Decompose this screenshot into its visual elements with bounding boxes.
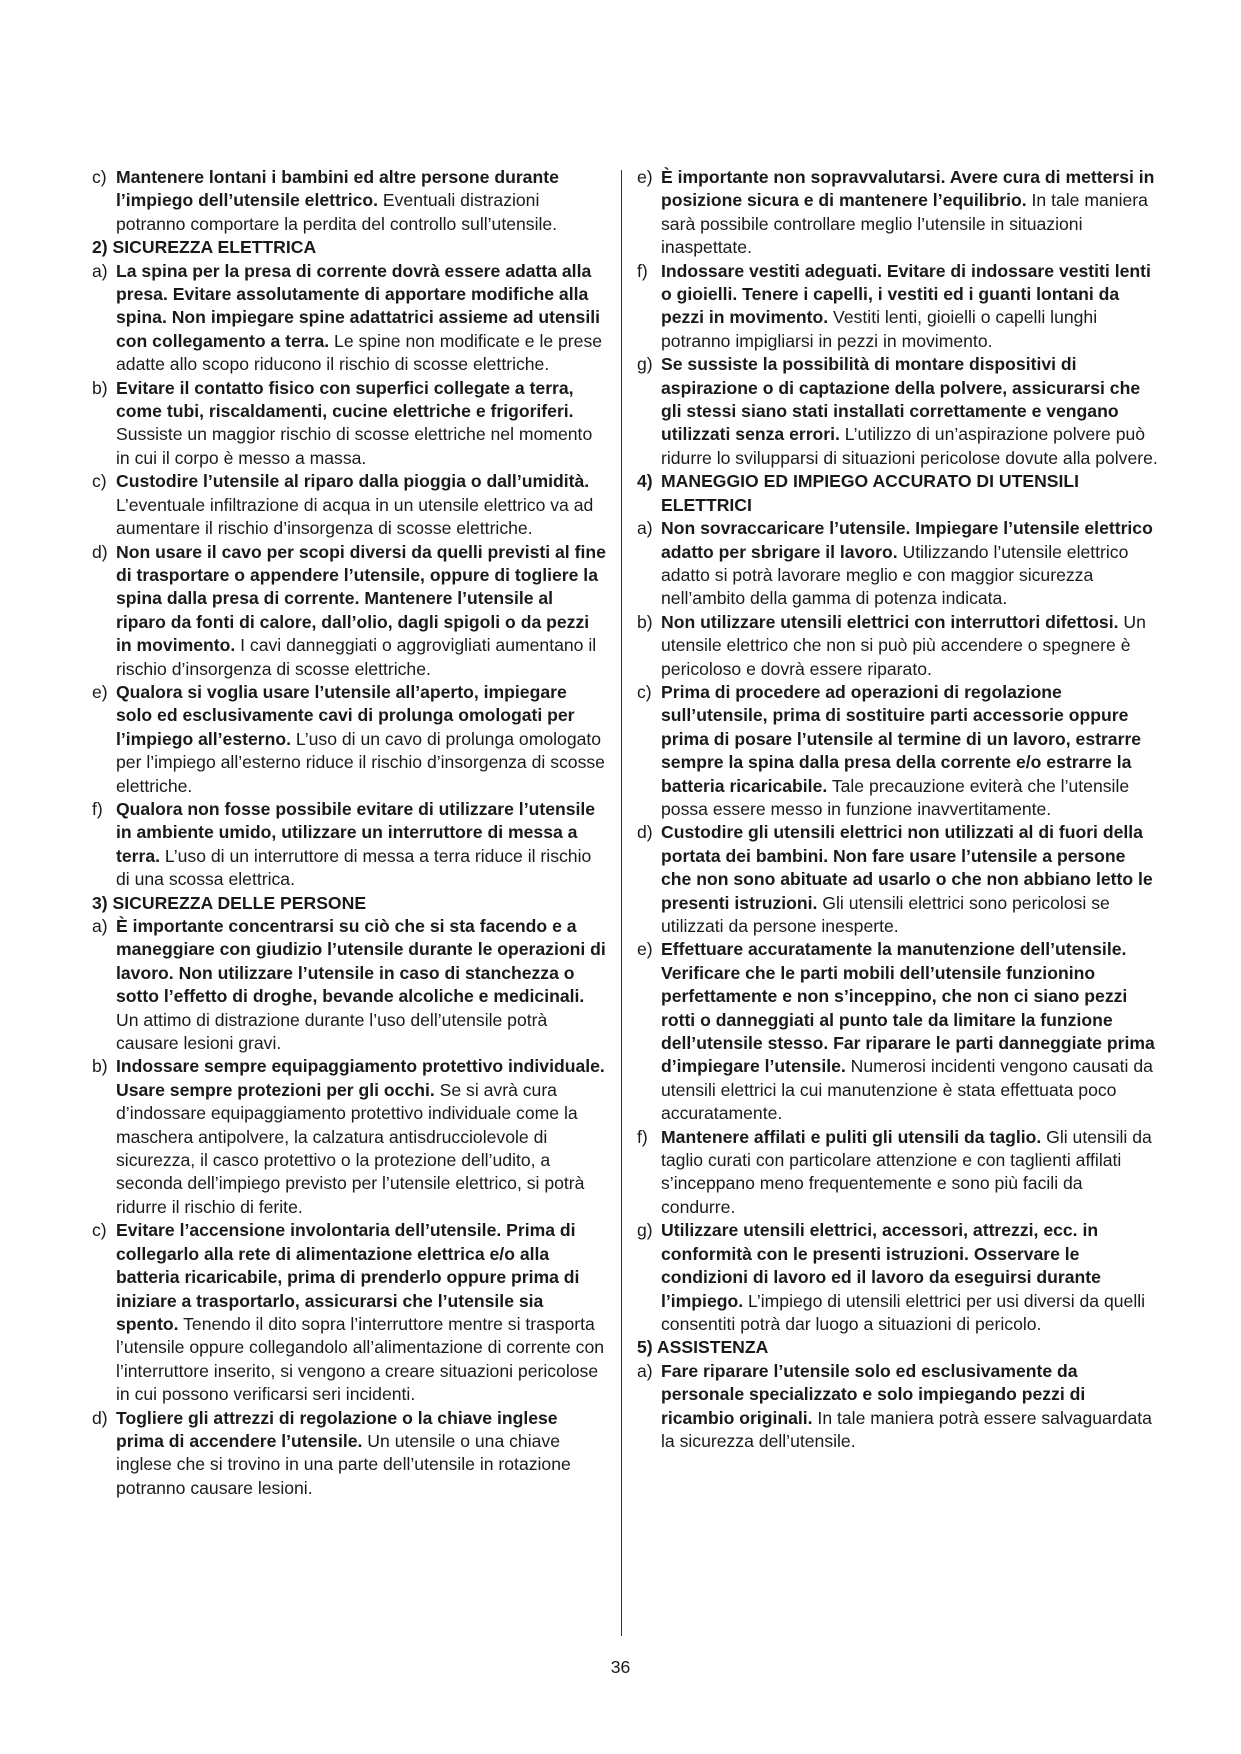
item-instruction: Non utilizzare utensili elettrici con interruttori difettosi. (661, 611, 1119, 632)
item-explanation: Un utensile o una chiave inglese che si trovino in una parte dell’utensile in rotazione potranno causare lesioni. (116, 1430, 571, 1498)
item-explanation: L’uso di un cavo di prolunga omologato per l’impiego all’esterno riduce il rischio d’insorgenza di scosse elettriche. (116, 728, 605, 796)
list-item (92, 681, 607, 798)
item-instruction: Prima di procedere ad operazioni di regolazione sull’utensile, prima di sostituire parti accessorie oppure prima di posare l’utensile al termine di un lavoro, estrarre sempre la spina dalla presa della corrente e/o estrarre la batteria ricaricabile. (661, 681, 1142, 796)
item-marker: c) (92, 471, 107, 492)
item-marker: d) (637, 822, 653, 843)
item-instruction: È importante non sopravvalutarsi. Avere cura di mettersi in posizione sicura e di mantenere l’equilibrio. (661, 167, 1155, 211)
page-number: 36 (610, 1657, 631, 1677)
item-explanation: Se si avrà cura d’indossare equipaggiamento protettivo individuale come la maschera antipolvere, la calzatura antisdrucciolevole di sicurezza, il casco protettivo o la protezione dell’udito, a seconda dell’impiego previsto per l’utensile elettrico, si potrà ridurre il rischio di ferite. (116, 1079, 585, 1217)
item-marker: f) (92, 798, 103, 819)
item-marker: f) (637, 1126, 648, 1147)
item-marker: c) (637, 681, 652, 702)
list-item (92, 377, 607, 471)
item-instruction: È importante concentrarsi su ciò che si sta facendo e a maneggiare con giudizio l’utensile durante le operazioni di lavoro. Non utilizzare l’utensile in caso di stanchezza o sotto l’effetto di droghe, bevande alcoliche e medicinali. (116, 916, 606, 1007)
section-heading (637, 470, 1159, 517)
item-instruction: Indossare vestiti adeguati. Evitare di indossare vestiti lenti o gioielli. Tenere i capelli, i vestiti ed i guanti lontani da pezzi in movimento. (661, 260, 1151, 328)
item-instruction: Custodire gli utensili elettrici non utilizzati al di fuori della portata dei bambini. Non fare usare l’utensile a persone che non sono abituate ad usarlo o che non abbiano letto le presenti istruzioni. (661, 822, 1153, 913)
section-number: 2) (92, 237, 108, 258)
item-explanation: Vestiti lenti, gioielli o capelli lunghi potranno impigliarsi in pezzi in movimento. (661, 307, 1098, 351)
list-item (637, 938, 1159, 1125)
item-marker: c) (92, 1220, 107, 1241)
item-marker: c) (92, 167, 107, 187)
left-column (92, 166, 607, 1500)
item-instruction: Qualora non fosse possibile evitare di utilizzare l’utensile in ambiente umido, utilizzare un interruttore di messa a terra. (116, 798, 596, 866)
item-explanation: In tale maniera sarà possibile controllare meglio l’utensile in situazioni inaspettate. (661, 190, 1148, 258)
list-item (92, 541, 607, 681)
item-instruction: La spina per la presa di corrente dovrà essere adatta alla presa. Evitare assolutamente di apportare modifiche alla spina. Non impiegare spine adattatrici assieme ad utensili con collegamento a terra. (116, 260, 600, 351)
list-item (637, 517, 1159, 611)
section-heading (637, 1336, 1159, 1359)
item-explanation: In tale maniera potrà essere salvaguardata la sicurezza dell’utensile. (661, 1407, 1152, 1451)
list-item (92, 798, 607, 892)
item-marker: f) (637, 260, 648, 281)
list-item (637, 353, 1159, 470)
item-marker: e) (637, 939, 653, 960)
item-marker: e) (637, 167, 653, 187)
item-explanation: Numerosi incidenti vengono causati da utensili elettrici la cui manutenzione è stata effettuata poco accuratamente. (661, 1056, 1153, 1124)
item-marker: b) (637, 611, 653, 632)
list-item (92, 915, 607, 1055)
item-explanation: L’uso di un interruttore di messa a terra riduce il rischio di una scossa elettrica. (116, 845, 592, 890)
item-instruction: Non sovraccaricare l’utensile. Impiegare l’utensile elettrico adatto per sbrigare il lavoro. (661, 518, 1153, 562)
item-marker: d) (92, 1407, 108, 1428)
item-explanation: L’utilizzo di un’aspirazione polvere può ridurre lo svilupparsi di situazioni pericolose dovute alla polvere. (661, 424, 1158, 468)
list-item (92, 260, 607, 377)
list-item (637, 611, 1159, 681)
column-divider (621, 170, 622, 1636)
list-item (92, 1407, 607, 1501)
item-explanation: Utilizzando l’utensile elettrico adatto si potrà lavorare meglio e con maggior sicurezza nell’ambito della gamma di potenza indicata. (661, 541, 1129, 609)
item-marker: a) (92, 916, 108, 936)
item-marker: b) (92, 1056, 108, 1077)
item-explanation: Gli utensili da taglio curati con particolare attenzione e con taglienti affilati s’inceppano meno frequentemente e sono più facili da condurre. (661, 1126, 1152, 1217)
list-item (92, 1219, 607, 1406)
item-explanation: Eventuali distrazioni potranno comportare la perdita del controllo sull’utensile. (116, 190, 558, 234)
item-instruction: Indossare sempre equipaggiamento protettivo individuale. Usare sempre protezioni per gli occhi. (116, 1056, 605, 1100)
section-title: SICUREZZA ELETTRICA (112, 237, 317, 258)
item-explanation: Un utensile elettrico che non si può più accendere o spegnere è pericoloso e dovrà essere riparato. (661, 611, 1146, 679)
item-marker: b) (92, 377, 108, 398)
item-instruction: Non usare il cavo per scopi diversi da quelli previsti al fine di trasportare o appendere l’utensile, oppure di togliere la spina dalla presa di corrente. Mantenere l’utensile al riparo da fonti di calore, dall’olio, dagli spigoli o da pezzi in movimento. (116, 541, 606, 656)
item-instruction: Se sussiste la possibilità di montare dispositivi di aspirazione o di captazione della polvere, assicurarsi che gli stessi siano stati installati correttamente e vengano utilizzati senza errori. (661, 354, 1141, 445)
list-item (637, 1126, 1159, 1220)
item-marker: a) (92, 260, 108, 281)
section-number: 4) (637, 471, 653, 492)
item-instruction: Fare riparare l’utensile solo ed esclusivamente da personale specializzato e solo impiegando pezzi di ricambio originali. (661, 1360, 1086, 1428)
item-explanation: Gli utensili elettrici sono pericolosi se utilizzati da persone inesperte. (661, 892, 1110, 936)
list-item (637, 166, 1159, 260)
item-instruction: Custodire l’utensile al riparo dalla pioggia o dall’umidità. (116, 471, 590, 492)
list-item (637, 1360, 1159, 1454)
item-instruction: Togliere gli attrezzi di regolazione o la chiave inglese prima di accendere l’utensile. (116, 1407, 558, 1451)
list-item (637, 1219, 1159, 1336)
item-instruction: Utilizzare utensili elettrici, accessori, attrezzi, ecc. in conformità con le presenti istruzioni. Osservare le condizioni di lavoro ed il lavoro da eseguirsi durante l’impiego. (661, 1220, 1101, 1311)
section-number: 3) (92, 892, 108, 913)
item-instruction: Evitare il contatto fisico con superfici collegate a terra, come tubi, riscaldamenti, cucine elettriche e frigoriferi. (116, 377, 574, 422)
list-item (637, 681, 1159, 821)
item-marker: a) (637, 1360, 653, 1381)
item-marker: d) (92, 541, 108, 562)
item-instruction: Mantenere affilati e puliti gli utensili da taglio. (661, 1126, 1042, 1147)
item-instruction: Effettuare accuratamente la manutenzione dell’utensile. Verificare che le parti mobili dell’utensile funzionino perfettamente e non s’inceppino, che non ci siano pezzi rotti o danneggiati al punto tale da limitare la funzione dell’utensile stesso. Far riparare le parti danneggiate prima d’impiegare l’utensile. (661, 939, 1155, 1077)
item-explanation: Un attimo di distrazione durante l’uso dell’utensile potrà causare lesioni gravi. (116, 1009, 548, 1054)
item-instruction: Mantenere lontani i bambini ed altre persone durante l’impiego dell’utensile elettrico. (116, 167, 559, 211)
item-explanation: L’eventuale infiltrazione di acqua in un utensile elettrico va ad aumentare il rischio d’insorgenza di scosse elettriche. (116, 494, 594, 539)
item-instruction: Evitare l’accensione involontaria dell’utensile. Prima di collegarlo alla rete di alimentazione elettrica e/o alla batteria ricaricabile, prima di prenderlo oppure prima di iniziare a trasportarlo, assicurarsi che l’utensile sia spento. (116, 1220, 580, 1334)
item-explanation: Le spine non modificate e le prese adatte allo scopo riducono il rischio di scosse elettriche. (116, 330, 603, 375)
item-marker: a) (637, 518, 653, 539)
list-item (92, 166, 607, 236)
item-marker: g) (637, 1220, 653, 1241)
list-item (637, 260, 1159, 354)
section-heading (92, 892, 607, 915)
right-column (637, 166, 1159, 1453)
item-marker: e) (92, 681, 108, 702)
section-title: MANEGGIO ED IMPIEGO ACCURATO DI UTENSILI ELETTRICI (661, 471, 1080, 515)
section-title: ASSISTENZA (656, 1337, 769, 1358)
list-item (92, 470, 607, 540)
section-title: SICUREZZA DELLE PERSONE (112, 892, 367, 913)
item-explanation: Sussiste un maggior rischio di scosse elettriche nel momento in cui il corpo è messo a massa. (116, 424, 593, 468)
item-explanation: Tenendo il dito sopra l’interruttore mentre si trasporta l’utensile oppure collegandolo all’alimentazione di corrente con l’interruttore inserito, si vengono a creare situazioni pericolose in cui possono verificarsi seri incidenti. (116, 1313, 605, 1405)
item-explanation: L’impiego di utensili elettrici per usi diversi da quelli consentiti potrà dar luogo a situazioni di pericolo. (661, 1290, 1146, 1334)
section-number: 5) (637, 1337, 653, 1358)
item-instruction: Qualora si voglia usare l’utensile all’aperto, impiegare solo ed esclusivamente cavi di prolunga omologati per l’impiego all’esterno. (116, 681, 575, 749)
list-item (637, 821, 1159, 938)
item-explanation: I cavi danneggiati o aggrovigliati aumentano il rischio d’insorgenza di scosse elettriche. (116, 635, 597, 679)
section-heading (92, 236, 607, 259)
list-item (92, 1055, 607, 1219)
item-marker: g) (637, 354, 653, 375)
item-explanation: Tale precauzione eviterà che l’utensile possa essere messo in funzione inavvertitamente. (661, 775, 1130, 819)
